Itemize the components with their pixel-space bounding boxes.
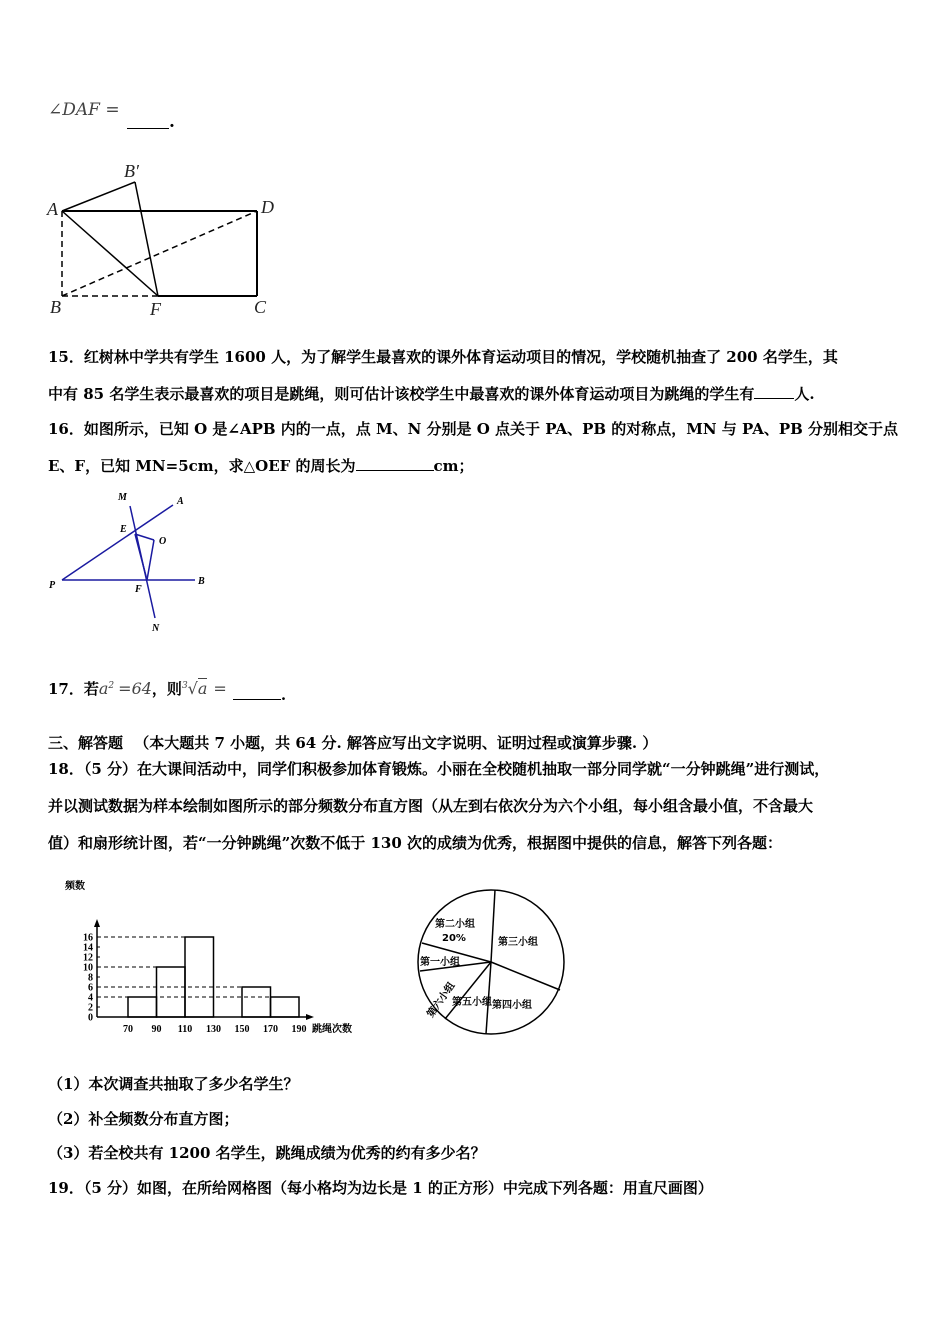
q17-answer-blank bbox=[233, 685, 281, 700]
section-title: 三、解答题 bbox=[48, 734, 124, 752]
y-tick-label: 8 bbox=[88, 972, 93, 984]
histogram-y-axis-label: 频数 bbox=[65, 881, 85, 892]
q17-equals: = bbox=[213, 679, 227, 698]
label-m: M bbox=[118, 492, 127, 503]
label-a16: A bbox=[177, 496, 184, 507]
x-tick-label: 70 bbox=[123, 1024, 133, 1035]
y-tick-label: 12 bbox=[83, 952, 93, 964]
y-tick-label: 6 bbox=[88, 982, 93, 994]
label-a: A bbox=[47, 199, 58, 219]
label-n: N bbox=[152, 623, 160, 634]
label-o: O bbox=[159, 536, 167, 547]
q16-line-2-text: E、F，已知 MN=5cm，求△OEF 的周长为 bbox=[48, 457, 356, 475]
y-tick-label: 4 bbox=[88, 992, 93, 1004]
section-note: （本大题共 7 小题，共 64 分. 解答应写出文字说明、证明过程或演算步骤. ） bbox=[134, 734, 658, 752]
q17-root-arg: a bbox=[197, 679, 208, 698]
x-tick-label: 190 bbox=[291, 1024, 307, 1035]
histogram-bar bbox=[157, 967, 186, 1017]
angle-reflection-figure bbox=[40, 488, 220, 638]
q19-line-1: 19．（5 分）如图，在所给网格图（每小格均为边长是 1 的正方形）中完成下列各题：用直尺画图） bbox=[48, 1179, 713, 1197]
histogram-bar bbox=[271, 997, 300, 1017]
x-tick-label: 130 bbox=[206, 1024, 221, 1035]
label-f: F bbox=[150, 299, 161, 319]
q16-line-2 bbox=[48, 455, 474, 476]
q14-answer-line bbox=[48, 100, 175, 132]
label-c: C bbox=[254, 297, 267, 317]
pie-slice-label: 第六小组 bbox=[425, 980, 458, 1020]
label-b-prime: B′ bbox=[124, 161, 139, 181]
label-d: D bbox=[261, 197, 274, 217]
pie-slice-label: 第四小组 bbox=[492, 1000, 532, 1011]
histogram-bar bbox=[128, 997, 157, 1017]
q18-line-2: 并以测试数据为样本绘制如图所示的部分频数分布直方图（从左到右依次分为六个小组，每小组含最小值，不含最大 bbox=[48, 797, 814, 815]
pie-slice-label: 第二小组 bbox=[435, 919, 475, 930]
q15-line-1: 15．红树林中学共有学生 1600 人，为了解学生最喜欢的课外体育运动项目的情况，学校随机抽查了 200 名学生，其 bbox=[48, 348, 838, 366]
y-tick-label: 16 bbox=[83, 932, 93, 944]
frequency-histogram bbox=[60, 872, 380, 1042]
q18-sub-2: （2）补全频数分布直方图； bbox=[48, 1110, 239, 1128]
q17-expr-rest: =64 bbox=[118, 679, 152, 698]
q14-expression: ∠DAF = bbox=[48, 100, 120, 120]
q17-number: 17．若 bbox=[48, 680, 99, 698]
q18-sub-1: （1）本次调查共抽取了多少名学生？ bbox=[48, 1075, 299, 1093]
label-f16: F bbox=[135, 584, 142, 595]
y-tick-label: 0 bbox=[88, 1012, 93, 1024]
label-e: E bbox=[120, 524, 127, 535]
q15-answer-blank bbox=[754, 384, 794, 399]
q18-sub-3: （3）若全校共有 1200 名学生，跳绳成绩为优秀的约有多少名？ bbox=[48, 1144, 486, 1162]
q17-expr-base: a bbox=[98, 679, 109, 698]
label-b16: B bbox=[198, 576, 205, 587]
q17-expr-exponent: 2 bbox=[108, 681, 115, 691]
histogram-bar bbox=[185, 937, 214, 1017]
pie-chart bbox=[410, 885, 575, 1040]
x-tick-label: 110 bbox=[177, 1024, 193, 1035]
pie-slice-label: 第三小组 bbox=[498, 937, 538, 948]
q14-answer-blank bbox=[127, 114, 169, 129]
q16-answer-blank bbox=[356, 456, 434, 471]
q16-line-2-tail: cm； bbox=[433, 457, 474, 475]
pie-slice-percent: 20% bbox=[442, 933, 466, 944]
label-p: P bbox=[49, 580, 56, 591]
q17-radical: √a bbox=[187, 679, 208, 698]
histogram-x-axis-label: 跳绳次数 bbox=[312, 1024, 352, 1035]
y-tick-label: 2 bbox=[88, 1002, 93, 1014]
label-b: B bbox=[50, 297, 61, 317]
rectangle-fold-figure bbox=[40, 155, 290, 320]
x-axis-arrow bbox=[306, 1014, 314, 1020]
histogram-bar bbox=[242, 987, 271, 1017]
q18-line-3: 值）和扇形统计图，若“一分钟跳绳”次数不低于 130 次的成绩为优秀，根据图中提供的信息，解答下列各题： bbox=[48, 834, 783, 852]
y-tick-label: 14 bbox=[83, 942, 93, 954]
x-tick-label: 150 bbox=[234, 1024, 250, 1035]
y-tick-label: 10 bbox=[83, 962, 93, 974]
x-tick-label: 90 bbox=[151, 1024, 162, 1035]
section-heading bbox=[48, 732, 657, 753]
y-axis-arrow bbox=[94, 919, 100, 927]
q15-line-2-text: 中有 85 名学生表示最喜欢的项目是跳绳，则可估计该校学生中最喜欢的课外体育运动项目为跳绳的学生有 bbox=[48, 385, 755, 403]
q14-period: . bbox=[169, 112, 175, 132]
x-tick-label: 170 bbox=[263, 1024, 278, 1035]
q18-line-1: 18．（5 分）在大课间活动中，同学们积极参加体育锻炼。小丽在全校随机抽取一部分同学就“一分钟跳绳”进行测试， bbox=[48, 760, 830, 778]
pie-slice-label: 第五小组 bbox=[452, 997, 492, 1008]
q17-period: . bbox=[280, 686, 287, 704]
q16-line-1: 16．如图所示，已知 O 是∠APB 内的一点，点 M、N 分别是 O 点关于 PA、PB 的对称点，MN 与 PA、PB 分别相交于点 bbox=[48, 420, 899, 438]
q15-line-2-tail: 人. bbox=[794, 385, 815, 403]
q17-mid: ，则 bbox=[151, 680, 182, 698]
q15-line-2 bbox=[48, 383, 815, 404]
q17-line bbox=[48, 678, 287, 704]
pie-slice-label: 第一小组 bbox=[420, 957, 460, 968]
q17-root-index: 3 bbox=[181, 681, 188, 691]
